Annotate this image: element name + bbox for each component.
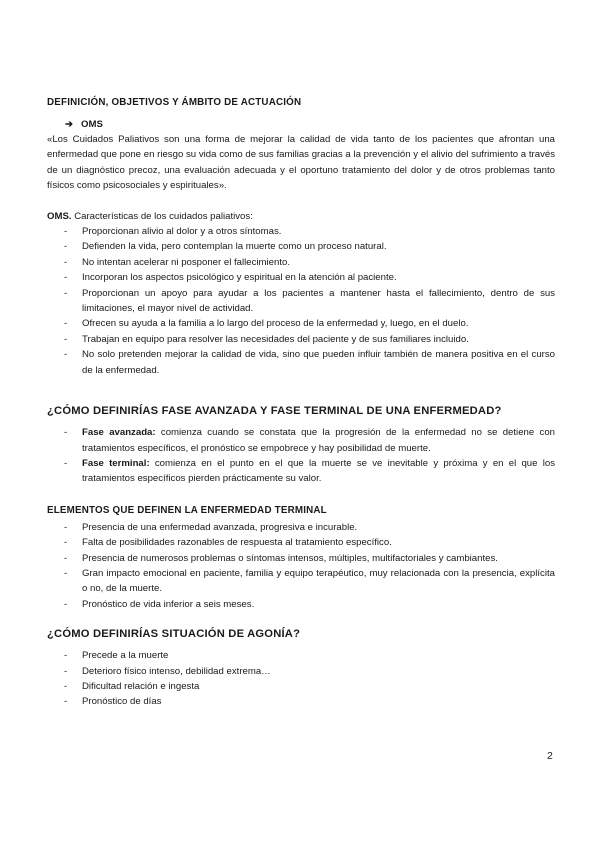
list-item-text: comienza cuando se constata que la progresión de la enfermedad no se detiene con tratamientos específicos, el pronóstico se empobrece y hay posibilidad de muerte. [82, 427, 555, 454]
list-item [47, 456, 555, 487]
bullet-dash: - [64, 598, 68, 610]
list-item [47, 286, 555, 317]
elementos-list [47, 520, 555, 612]
bullet-dash: - [64, 287, 68, 299]
list-item-text: Presencia de numerosos problemas o síntomas intensos, múltiples, multifactoriales y cambiantes. [82, 552, 498, 564]
bullet-dash: - [64, 665, 68, 677]
list-item-text: Pronóstico de vida inferior a seis meses. [82, 598, 255, 610]
bullet-dash: - [64, 318, 68, 330]
list-item-text: No solo pretenden mejorar la calidad de vida, sino que pueden influir también de manera positiva en el curso de la enfermedad. [82, 349, 555, 376]
list-item-text: No intentan acelerar ni posponer el fallecimiento. [82, 256, 290, 268]
list-item [47, 316, 555, 331]
term-fase-avanzada: Fase avanzada: [82, 427, 156, 439]
list-item-text: Defienden la vida, pero contemplan la muerte como un proceso natural. [82, 241, 387, 253]
bullet-dash: - [64, 333, 68, 345]
section-title-definicion: DEFINICIÓN, OBJETIVOS Y ÁMBITO DE ACTUACIÓN [47, 97, 302, 108]
agonia-list [47, 648, 555, 710]
characteristics-list [47, 224, 555, 378]
list-item-text: Ofrecen su ayuda a la familia a lo largo del proceso de la enfermedad y, luego, en el duelo. [82, 318, 469, 330]
list-item-text: Gran impacto emocional en paciente, familia y equipo terapéutico, muy relacionada con la presencia, explícita o no, de la muerte. [82, 567, 555, 595]
list-item-text: Deterioro físico intenso, debilidad extrema… [82, 665, 271, 677]
list-item-text: Proporcionan alivio al dolor y a otros síntomas. [82, 226, 282, 238]
list-item [47, 597, 555, 612]
list-item-text: Pronóstico de días [82, 696, 162, 708]
list-item [47, 255, 555, 270]
list-item [47, 425, 555, 456]
list-item-text: comienza en el punto en el que la muerte se ve inevitable y próxima y en el que los tratamientos específicos pierden prácticamente su valor. [82, 457, 555, 485]
list-item [47, 664, 555, 679]
list-item [47, 347, 555, 378]
term-fase-terminal: Fase terminal: [82, 457, 150, 469]
list-item [47, 535, 555, 550]
oms-source-line [65, 118, 555, 132]
list-item-text: Proporcionan un apoyo para ayudar a los pacientes a mantener hasta el fallecimiento, dentro de sus limitaciones, el mayor nivel de actividad. [82, 287, 555, 315]
page-content [47, 96, 555, 710]
list-item-text: Falta de posibilidades razonables de respuesta al tratamiento específico. [82, 537, 392, 549]
list-item-text: Precede a la muerte [82, 650, 169, 662]
bullet-dash: - [64, 537, 68, 549]
bullet-dash: - [64, 427, 68, 439]
list-item [47, 520, 555, 535]
bullet-dash: - [64, 349, 68, 361]
bullet-dash: - [64, 241, 68, 253]
bullet-dash: - [64, 226, 68, 238]
section-title-agonia: ¿CÓMO DEFINIRÍAS SITUACIÓN DE AGONÍA? [47, 628, 301, 641]
section-title-elementos: ELEMENTOS QUE DEFINEN LA ENFERMEDAD TERMINAL [47, 504, 327, 516]
bullet-dash: - [64, 650, 68, 662]
list-item [47, 694, 555, 709]
list-item [47, 239, 555, 254]
bullet-dash: - [64, 696, 68, 708]
list-item [47, 270, 555, 285]
fases-list [47, 425, 555, 487]
characteristics-lead-text: Características de los cuidados paliativos: [71, 210, 253, 222]
bullet-dash: - [64, 680, 68, 692]
list-item [47, 551, 555, 566]
bullet-dash: - [64, 256, 68, 268]
list-item [47, 679, 555, 694]
page-number: 2 [547, 750, 553, 762]
list-item [47, 332, 555, 347]
list-item [47, 648, 555, 663]
section-title-fases: ¿CÓMO DEFINIRÍAS FASE AVANZADA Y FASE TERMINAL DE UNA ENFERMEDAD? [47, 405, 502, 418]
characteristics-lead-bold: OMS. [47, 210, 72, 222]
list-item-text: Incorporan los aspectos psicológico y espiritual en la atención al paciente. [82, 272, 397, 284]
oms-label: OMS [81, 119, 103, 130]
list-item-text: Trabajan en equipo para resolver las necesidades del paciente y de sus familiares incluido. [82, 333, 469, 345]
list-item-text: Presencia de una enfermedad avanzada, progresiva e incurable. [82, 521, 358, 533]
bullet-dash: - [64, 552, 68, 564]
list-item [47, 224, 555, 239]
arrow-right-icon: ➔ [65, 119, 74, 130]
bullet-dash: - [64, 457, 68, 469]
list-item-text: Dificultad relación e ingesta [82, 680, 200, 692]
oms-quote: «Los Cuidados Paliativos son una forma de mejorar la calidad de vida tanto de los pacientes que afrontan una enfermedad que pone en riesgo su vida como de sus familias gracias a la prevención y el alivio del sufrimiento a través de un diagnóstico precoz, una evaluación adecuada y el oportuno tratamiento del dolor y de otros problemas tanto físicos como psicosociales y espirituales». [47, 134, 555, 192]
bullet-dash: - [64, 521, 68, 533]
bullet-dash: - [64, 272, 68, 284]
list-item [47, 566, 555, 597]
bullet-dash: - [64, 567, 68, 579]
characteristics-lead [47, 209, 555, 224]
